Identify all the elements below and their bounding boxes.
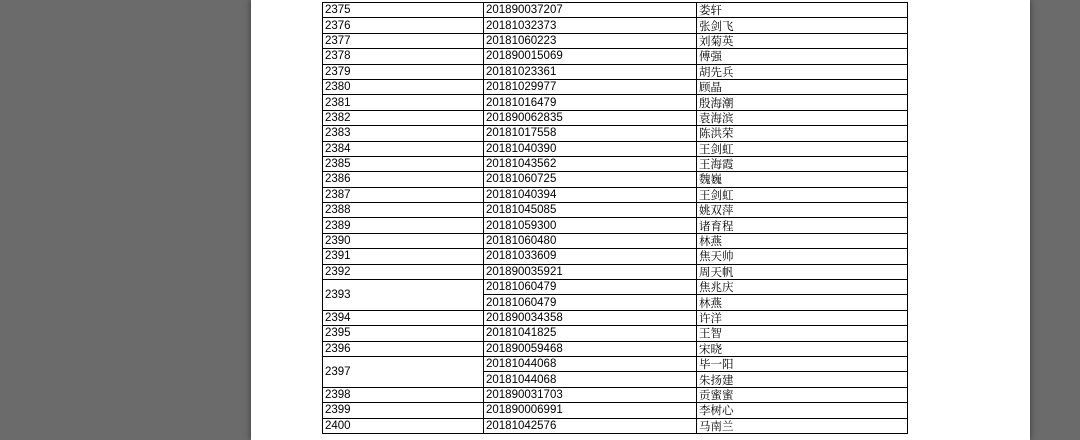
record-id-cell: 20181040390 [484, 141, 697, 156]
record-id-cell: 20181045085 [484, 203, 697, 218]
table-row [323, 64, 908, 79]
record-name-cell: 王剑虹 [697, 187, 908, 202]
record-number-cell: 2392 [323, 264, 484, 279]
record-name-cell: 林燕 [697, 233, 908, 248]
record-id-cell: 201890031703 [484, 387, 697, 402]
record-id-cell: 20181060480 [484, 233, 697, 248]
record-name-cell: 刘菊英 [697, 33, 908, 48]
table-row [323, 187, 908, 202]
table-row [323, 233, 908, 248]
record-id-cell: 20181040394 [484, 187, 697, 202]
record-id-cell: 20181044068 [484, 356, 697, 371]
record-name-cell: 袁海滨 [697, 110, 908, 125]
record-number-cell: 2382 [323, 110, 484, 125]
record-name-cell: 宋晓 [697, 341, 908, 356]
table-row [323, 264, 908, 279]
record-id-cell: 20181043562 [484, 156, 697, 171]
record-name-cell: 毕一阳 [697, 356, 908, 371]
record-number-cell: 2384 [323, 141, 484, 156]
record-id-cell: 201890059468 [484, 341, 697, 356]
record-id-cell: 20181023361 [484, 64, 697, 79]
table-row [323, 79, 908, 94]
record-number-cell: 2380 [323, 79, 484, 94]
record-number-cell: 2375 [323, 3, 484, 18]
record-name-cell: 焦兆庆 [697, 280, 908, 295]
record-name-cell: 许洋 [697, 310, 908, 325]
table-row [323, 172, 908, 187]
record-number-cell: 2391 [323, 249, 484, 264]
table-row [323, 418, 908, 433]
record-name-cell: 殷海潮 [697, 95, 908, 110]
record-number-cell: 2399 [323, 403, 484, 418]
record-number-cell: 2396 [323, 341, 484, 356]
record-id-cell: 20181060725 [484, 172, 697, 187]
record-id-cell: 20181044068 [484, 372, 697, 387]
table-row [323, 110, 908, 125]
document-page [251, 0, 1030, 440]
record-id-cell: 20181032373 [484, 18, 697, 33]
table-row [323, 3, 908, 18]
record-name-cell: 马南兰 [697, 418, 908, 433]
table-row [323, 156, 908, 171]
table-row [323, 280, 908, 295]
record-name-cell: 傅强 [697, 49, 908, 64]
record-id-cell: 20181060479 [484, 280, 697, 295]
record-id-cell: 20181060223 [484, 33, 697, 48]
record-id-cell: 20181059300 [484, 218, 697, 233]
record-name-cell: 焦天帅 [697, 249, 908, 264]
record-id-cell: 201890006991 [484, 403, 697, 418]
record-name-cell: 王剑虹 [697, 141, 908, 156]
table-row [323, 387, 908, 402]
record-id-cell: 201890062835 [484, 110, 697, 125]
table-row [323, 403, 908, 418]
records-table [322, 2, 908, 434]
table-row [323, 126, 908, 141]
table-row [323, 249, 908, 264]
record-number-cell: 2393 [323, 280, 484, 311]
record-number-cell: 2376 [323, 18, 484, 33]
table-row [323, 95, 908, 110]
record-number-cell: 2383 [323, 126, 484, 141]
table-row [323, 203, 908, 218]
record-id-cell: 20181029977 [484, 79, 697, 94]
record-number-cell: 2389 [323, 218, 484, 233]
record-id-cell: 20181060479 [484, 295, 697, 310]
table-row [323, 341, 908, 356]
record-number-cell: 2378 [323, 49, 484, 64]
record-number-cell: 2390 [323, 233, 484, 248]
record-name-cell: 陈洪荣 [697, 126, 908, 141]
record-name-cell: 王智 [697, 326, 908, 341]
record-name-cell: 诸育程 [697, 218, 908, 233]
record-id-cell: 201890037207 [484, 3, 697, 18]
record-id-cell: 201890034358 [484, 310, 697, 325]
record-number-cell: 2381 [323, 95, 484, 110]
record-name-cell: 姚双萍 [697, 203, 908, 218]
table-row [323, 218, 908, 233]
record-number-cell: 2388 [323, 203, 484, 218]
record-name-cell: 张剑飞 [697, 18, 908, 33]
table-row [323, 310, 908, 325]
table-row [323, 326, 908, 341]
record-number-cell: 2395 [323, 326, 484, 341]
record-name-cell: 李树心 [697, 403, 908, 418]
record-name-cell: 周天帆 [697, 264, 908, 279]
record-name-cell: 顾晶 [697, 79, 908, 94]
record-name-cell: 贡蜜蜜 [697, 387, 908, 402]
table-row [323, 49, 908, 64]
table-row [323, 141, 908, 156]
record-id-cell: 201890015069 [484, 49, 697, 64]
record-id-cell: 20181017558 [484, 126, 697, 141]
record-name-cell: 胡先兵 [697, 64, 908, 79]
record-number-cell: 2377 [323, 33, 484, 48]
record-number-cell: 2394 [323, 310, 484, 325]
record-number-cell: 2400 [323, 418, 484, 433]
record-name-cell: 朱扬建 [697, 372, 908, 387]
record-id-cell: 201890035921 [484, 264, 697, 279]
record-id-cell: 20181041825 [484, 326, 697, 341]
table-row [323, 18, 908, 33]
record-number-cell: 2379 [323, 64, 484, 79]
record-number-cell: 2387 [323, 187, 484, 202]
record-number-cell: 2398 [323, 387, 484, 402]
records-table-body [323, 3, 908, 434]
table-row [323, 356, 908, 371]
record-name-cell: 林燕 [697, 295, 908, 310]
record-id-cell: 20181016479 [484, 95, 697, 110]
record-name-cell: 魏巍 [697, 172, 908, 187]
record-id-cell: 20181042576 [484, 418, 697, 433]
record-number-cell: 2385 [323, 156, 484, 171]
record-name-cell: 娄轩 [697, 3, 908, 18]
record-name-cell: 王海霞 [697, 156, 908, 171]
record-number-cell: 2397 [323, 356, 484, 387]
record-number-cell: 2386 [323, 172, 484, 187]
table-row [323, 33, 908, 48]
record-id-cell: 20181033609 [484, 249, 697, 264]
